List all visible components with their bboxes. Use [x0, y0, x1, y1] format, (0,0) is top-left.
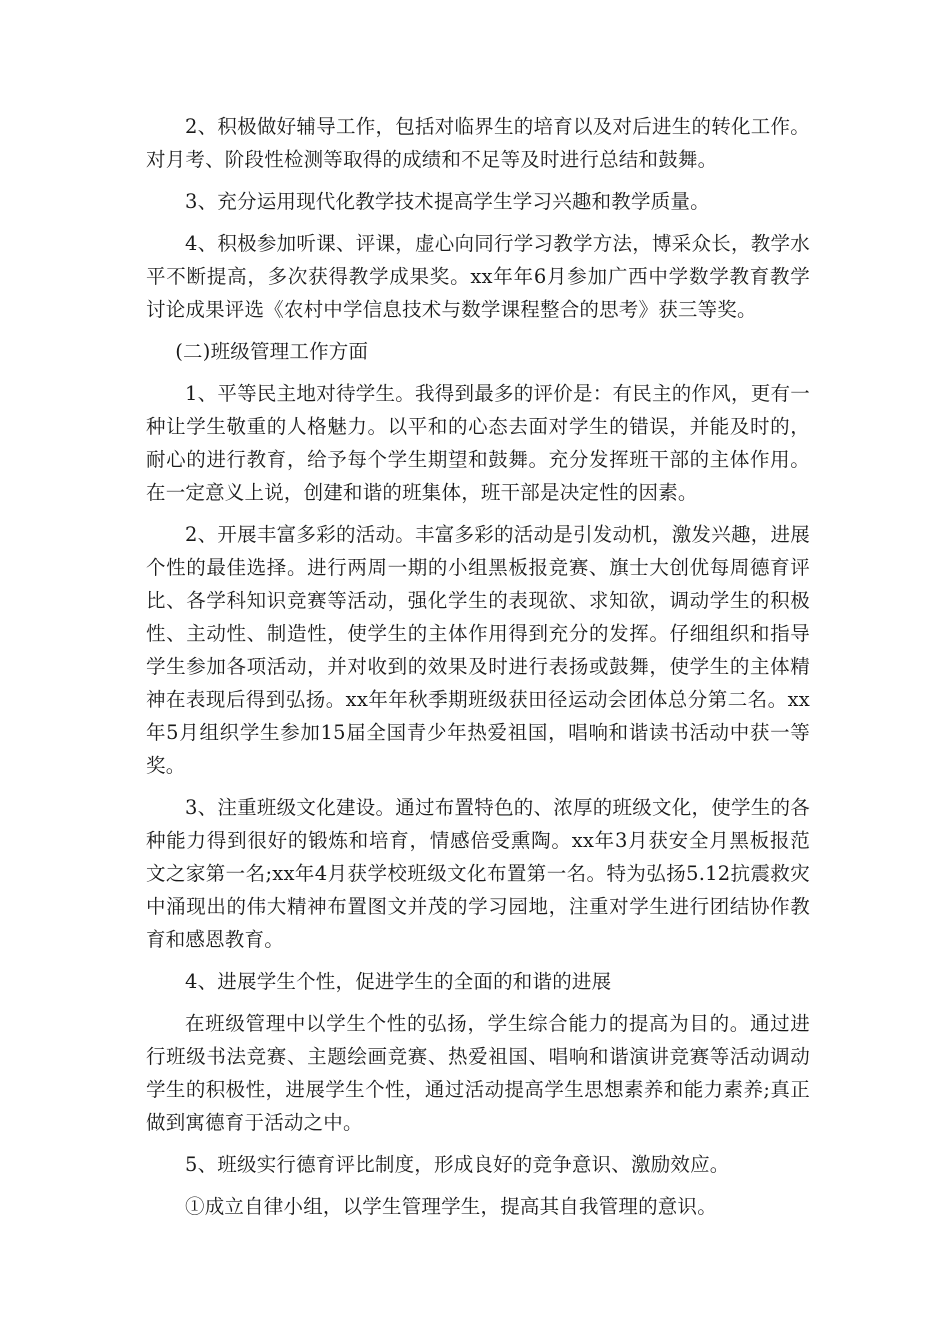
paragraph-individuality-heading: 4、进展学生个性，促进学生的全面的和谐的进展: [185, 970, 612, 993]
paragraph-class-culture: 3、注重班级文化建设。通过布置特色的、浓厚的班级文化，使学生的各种能力得到很好的锻炼和培育，情感倍受熏陶。xx年3月获安全月黑板报范文之家第一名;xx年4月获学校班级文化布置第一名。特为弘扬5.12抗震救灾中涌现出的伟大精神布置图文并茂的学习园地，注重对学生进行团结协作教育和感恩教育。: [146, 796, 810, 951]
document-page: [146, 110, 810, 1232]
paragraph-lesson-evaluation: 4、积极参加听课、评课，虚心向同行学习教学方法，博采众长，教学水平不断提高，多次获得教学成果奖。xx年年6月参加广西中学数学教育教学讨论成果评选《农村中学信息技术与数学课程整合的思考》获三等奖。: [146, 232, 810, 321]
paragraph-moral-evaluation: 5、班级实行德育评比制度，形成良好的竞争意识、激励效应。: [185, 1153, 730, 1176]
paragraph-activities: 2、开展丰富多彩的活动。丰富多彩的活动是引发动机，激发兴趣，进展个性的最佳选择。进行两周一期的小组黑板报竞赛、旗士大创优每周德育评比、各学科知识竞赛等活动，强化学生的表现欲、求知欲，调动学生的积极性、主动性、制造性，使学生的主体作用得到充分的发挥。仔细组织和指导学生参加各项活动，并对收到的效果及时进行表扬或鼓舞，使学生的主体精神在表现后得到弘扬。xx年年秋季期班级获田径运动会团体总分第二名。xx年5月组织学生参加15届全国青少年热爱祖国，唱响和谐读书活动中获一等奖。: [146, 523, 810, 777]
paragraph-modern-teaching: 3、充分运用现代化教学技术提高学生学习兴趣和教学质量。: [185, 190, 710, 213]
section-heading-class-management: (二)班级管理工作方面: [175, 340, 369, 363]
paragraph-tutoring: 2、积极做好辅导工作，包括对临界生的培育以及对后进生的转化工作。对月考、阶段性检测等取得的成绩和不足等及时进行总结和鼓舞。: [146, 115, 810, 171]
paragraph-self-discipline-group: ①成立自律小组，以学生管理学生，提高其自我管理的意识。: [185, 1195, 717, 1218]
paragraph-individuality-body: 在班级管理中以学生个性的弘扬，学生综合能力的提高为目的。通过进行班级书法竞赛、主题绘画竞赛、热爱祖国、唱响和谐演讲竞赛等活动调动学生的积极性，进展学生个性，通过活动提高学生思想素养和能力素养;真正做到寓德育于活动之中。: [146, 1012, 810, 1134]
paragraph-democratic-treatment: 1、平等民主地对待学生。我得到最多的评价是：有民主的作风，更有一种让学生敬重的人格魅力。以平和的心态去面对学生的错误，并能及时的，耐心的进行教育，给予每个学生期望和鼓舞。充分发挥班干部的主体作用。在一定意义上说，创建和谐的班集体，班干部是决定性的因素。: [146, 382, 810, 504]
